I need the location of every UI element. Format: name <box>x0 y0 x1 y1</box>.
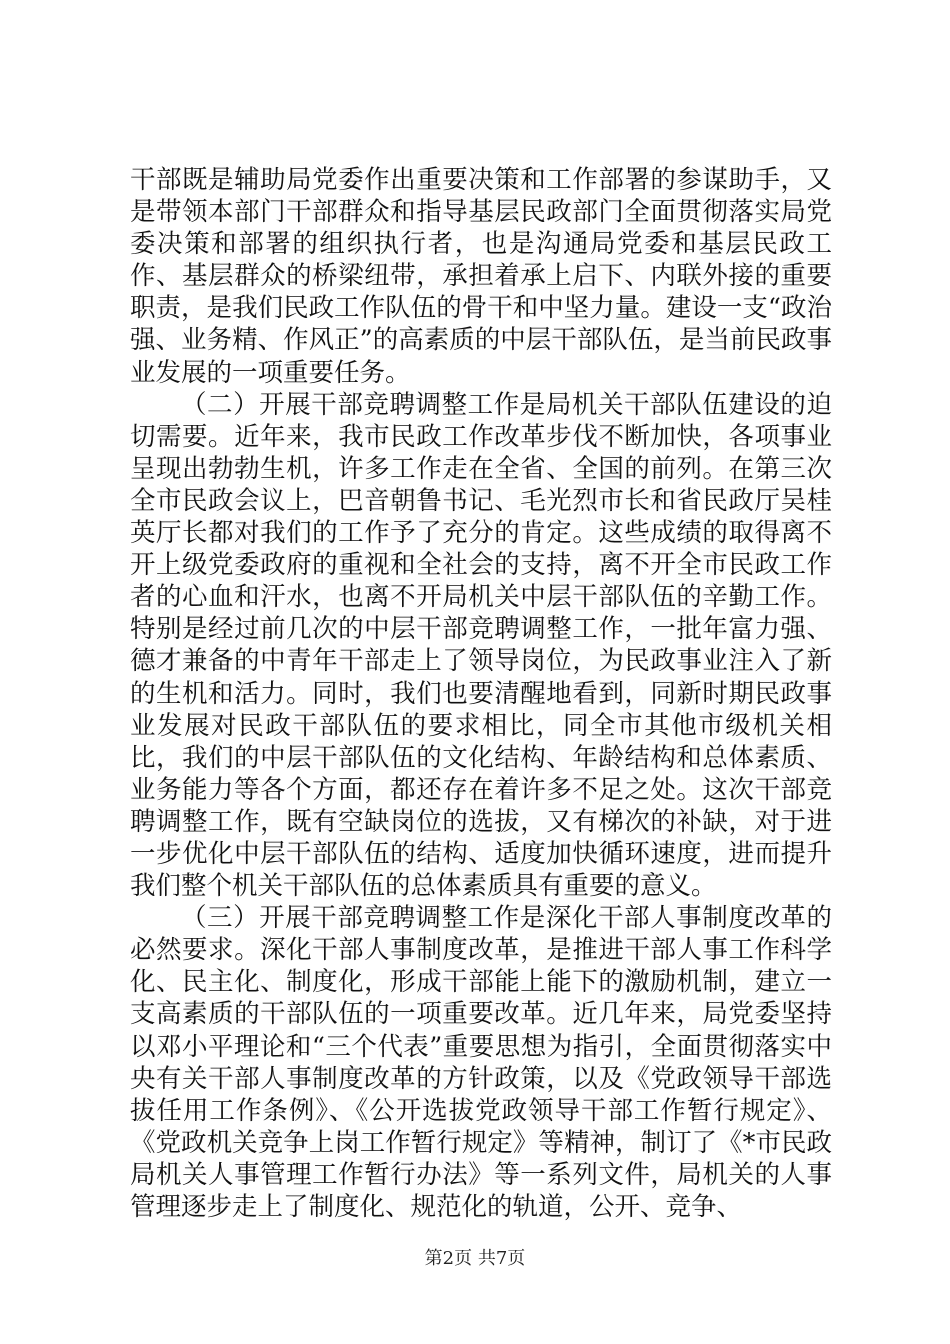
paragraph-section-three: （三）开展干部竞聘调整工作是深化干部人事制度改革的必然要求。深化干部人事制度改革，是推进干部人事工作科学化、民主化、制度化，形成干部能上能下的激励机制，建立一支高素质的干部队伍的一项重要改革。近几年来，局党委坚持以邓小平理论和“三个代表”重要思想为指引，全面贯彻落实中央有关干部人事制度改革的方针政策，以及《党政领导干部选拔任用工作条例》、《公开选拔党政领导干部工作暂行规定》、《党政机关竞争上岗工作暂行规定》等精神，制订了《*市民政局机关人事管理工作暂行办法》等一系列文件，局机关的人事管理逐步走上了制度化、规范化的轨道，公开、竞争、 <box>130 903 832 1222</box>
paragraph-continuation: 干部既是辅助局党委作出重要决策和工作部署的参谋助手，又是带领本部门干部群众和指导基层民政部门全面贯彻落实局党委决策和部署的组织执行者，也是沟通局党委和基层民政工作、基层群众的桥梁纽带，承担着承上启下、内联外接的重要职责，是我们民政工作队伍的骨干和中坚力量。建设一支“政治强、业务精、作风正”的高素质的中层干部队伍，是当前民政事业发展的一项重要任务。 <box>130 165 832 388</box>
document-body <box>130 164 832 1223</box>
page-number-footer: 第2页 共7页 <box>424 1248 526 1269</box>
paragraph-section-two: （二）开展干部竞聘调整工作是局机关干部队伍建设的迫切需要。近年来，我市民政工作改革步伐不断加快，各项事业呈现出勃勃生机，许多工作走在全省、全国的前列。在第三次全市民政会议上，巴音朝鲁书记、毛光烈市长和省民政厅吴桂英厅长都对我们的工作予了充分的肯定。这些成绩的取得离不开上级党委政府的重视和全社会的支持，离不开全市民政工作者的心血和汗水，也离不开局机关中层干部队伍的辛勤工作。特别是经过前几次的中层干部竞聘调整工作，一批年富力强、德才兼备的中青年干部走上了领导岗位，为民政事业注入了新的生机和活力。同时，我们也要清醒地看到，同新时期民政事业发展对民政干部队伍的要求相比，同全市其他市级机关相比，我们的中层干部队伍的文化结构、年龄结构和总体素质、业务能力等各个方面，都还存在着许多不足之处。这次干部竞聘调整工作，既有空缺岗位的选拔，又有梯次的补缺，对于进一步优化中层干部队伍的结构、适度加快循环速度，进而提升我们整个机关干部队伍的总体素质具有重要的意义。 <box>130 389 832 902</box>
